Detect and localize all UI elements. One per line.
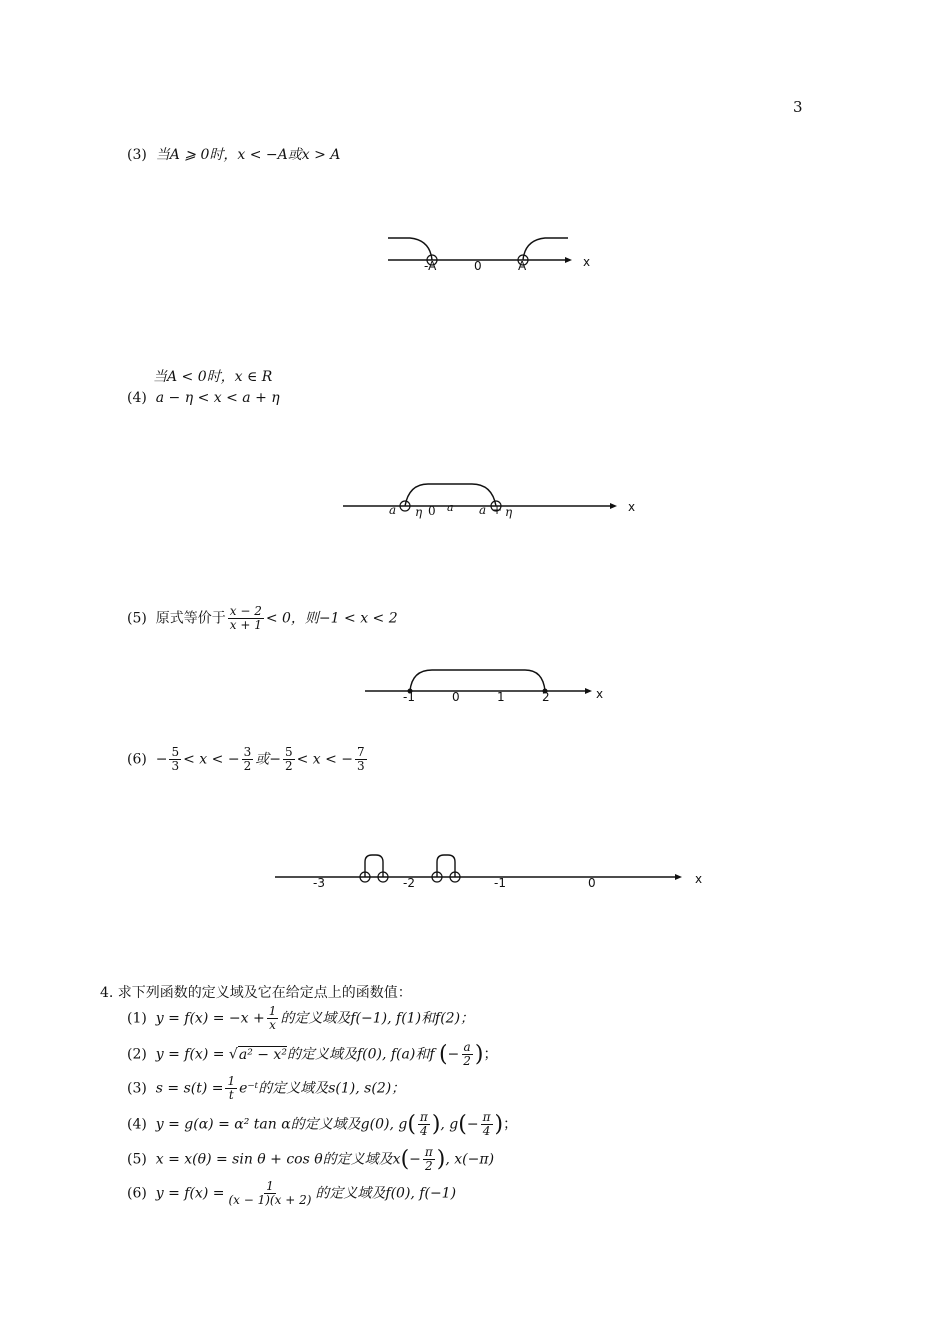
fraction: $\frac{\pi}{2}$ (424, 1145, 433, 1174)
q4-item-1 (127, 1005, 474, 1032)
tick-label: 2 (542, 690, 550, 704)
item-text-post: < 0，则−1 < x < 2 (265, 610, 398, 627)
formula: x = x(θ) = sin θ + cos θ的定义域及x (155, 1151, 401, 1168)
tick-label: η (415, 505, 423, 519)
fraction: $\frac{1}{(x - 1)(x + 2)}$ (228, 1179, 312, 1208)
q4-item-6 (127, 1180, 456, 1207)
formula: y = g(α) = α² tan α的定义域及g(0), g (155, 1116, 408, 1133)
fraction: $\frac{5}{3}$ (171, 745, 180, 774)
inequality-text: < x < − (296, 751, 354, 768)
fraction: $\frac{\pi}{4}$ (482, 1110, 491, 1139)
tick-label: -A (424, 259, 437, 273)
q4-item-3 (127, 1075, 405, 1102)
axis-x-label: x (628, 500, 636, 514)
item-number: (5) (127, 1151, 147, 1168)
page-number: 3 (793, 98, 803, 116)
formula-tail: e⁻ᵗ的定义域及s(1), s(2)； (239, 1080, 406, 1097)
q4-item-5: (5) x = x(θ) = sin θ + cos θ的定义域及x(− $\frac{\pi}{2}$ ), x(−π) (127, 1145, 495, 1174)
fraction: $\frac{a}{2}$ (463, 1040, 471, 1069)
axis-x-label: x (583, 255, 591, 269)
formula-sep: , g (440, 1116, 459, 1133)
item-text: 当A ⩾ 0时，x < −A或x > A (155, 147, 341, 163)
tick-label: 1 (497, 690, 505, 704)
fraction: $\frac{5}{2}$ (284, 745, 293, 774)
tick-label: -1 (494, 876, 506, 890)
inequality-text: 或− (255, 751, 281, 768)
tick-label: 0 (452, 690, 460, 704)
tick-label: a (447, 501, 454, 514)
item-number: (4) (127, 1116, 147, 1133)
item-number: (5) (127, 610, 147, 627)
fraction: $\frac{\pi}{4}$ (419, 1110, 428, 1139)
minus-sign: − (155, 751, 168, 768)
tick-label: 0 (474, 259, 482, 273)
formula: s = s(t) = (155, 1080, 224, 1097)
tick-label: -2 (403, 876, 415, 890)
item-number: (6) (127, 751, 147, 768)
q4-item-2: (2) y = f(x) = √a² − x²的定义域及f(0), f(a)和f (− $\frac{a}{2}$ )； (127, 1040, 498, 1069)
item-number: (3) (127, 1080, 147, 1097)
tick-label: a (479, 503, 487, 517)
axis-x-label: x (596, 687, 604, 701)
tick-label: 0 (428, 504, 436, 518)
fraction: $\frac{7}{3}$ (357, 745, 365, 774)
tick-label: a (389, 503, 397, 517)
formula: y = f(x) = −x + (155, 1010, 265, 1027)
item-number: (6) (127, 1185, 147, 1202)
tick-label: 0 (588, 876, 596, 890)
axis-x-label: x (695, 872, 703, 886)
tick-label: A (518, 259, 527, 273)
formula-tail: , x(−π) (445, 1151, 495, 1168)
formula-tail: 的定义域及f(0), f(−1) (315, 1185, 457, 1202)
minus-sign: − (466, 1116, 479, 1133)
punctuation: ； (483, 1046, 498, 1063)
minus-sign: − (447, 1046, 460, 1063)
item-text-pre: 原式等价于 (155, 610, 226, 627)
item-3-case: 当A < 0时，x ∈ R (153, 369, 273, 385)
fraction: $\frac{3}{2}$ (243, 745, 252, 774)
tick-label: + (492, 503, 503, 517)
formula-tail: 的定义域及f(−1), f(1)和f(2)； (280, 1010, 475, 1027)
fraction: $\frac{x - 2}{x + 1}$ (229, 604, 262, 633)
punctuation: ； (503, 1116, 518, 1133)
radicand: a² − x² (238, 1046, 287, 1063)
item-number: (2) (127, 1046, 147, 1063)
item-number: (1) (127, 1010, 147, 1027)
formula: y = f(x) = √ (155, 1046, 238, 1063)
minus-sign: − (409, 1151, 421, 1168)
fraction: $\frac{1}{t}$ (227, 1074, 236, 1103)
item-text: a − η < x < a + η (155, 390, 280, 406)
formula-tail: 的定义域及f(0), f(a)和f (286, 1046, 435, 1063)
item-number: (4) (127, 390, 147, 406)
tick-label: -3 (313, 876, 325, 890)
item-number: (3) (127, 147, 147, 163)
inequality-text: < x < − (183, 751, 240, 768)
formula: y = f(x) = (155, 1185, 225, 1202)
tick-label: η (505, 505, 513, 519)
tick-label: -1 (403, 690, 415, 704)
q4-item-4: (4) y = g(α) = α² tan α的定义域及g(0), g( $\frac{\pi}{4}$ ), g(− $\frac{\pi}{4}$ )； (127, 1110, 518, 1139)
question-4-heading: 4. 求下列函数的定义域及它在给定点上的函数值： (100, 985, 412, 1001)
fraction: $\frac{1}{x}$ (268, 1004, 277, 1033)
